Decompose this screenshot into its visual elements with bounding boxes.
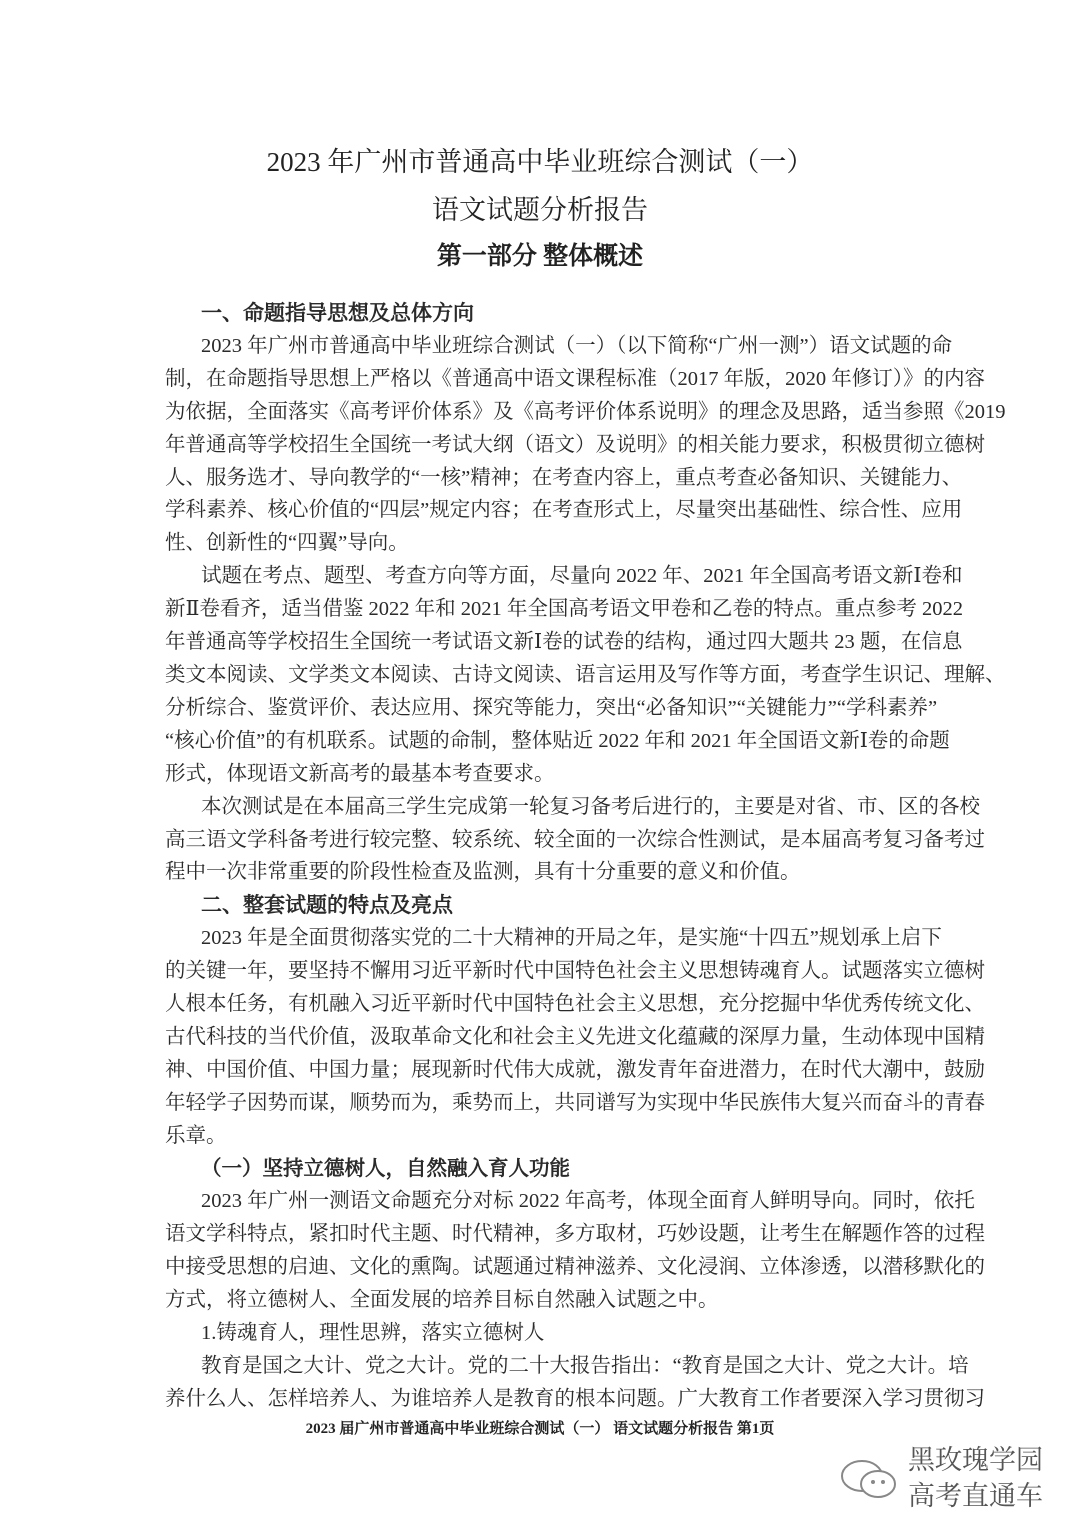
text-line: 高三语文学科备考进行较完整、较系统、较全面的一次综合性测试，是本届高考复习备考过	[165, 828, 985, 851]
text-line: 性、创新性的“四翼”导向。	[165, 532, 409, 555]
paragraph	[165, 330, 1006, 560]
text-line: 程中一次非常重要的阶段性检查及监测，具有十分重要的意义和价值。	[165, 861, 801, 884]
text-line: 本次测试是在本届高三学生完成第一轮复习备考后进行的，主要是对省、市、区的各校	[201, 795, 980, 818]
subsection-heading: （一）坚持立德树人，自然融入育人功能	[201, 1157, 570, 1180]
wechat-icon	[838, 1458, 900, 1502]
text-line: 教育是国之大计、党之大计。党的二十大报告指出：“教育是国之大计、党之大计。培	[201, 1355, 969, 1377]
text-line: 新Ⅱ卷看齐，适当借鉴 2022 年和 2021 年全国高考语文甲卷和乙卷的特点。重点参考 2022	[165, 598, 964, 621]
paragraph	[165, 1350, 985, 1416]
text-line: 年普通高等学校招生全国统一考试大纲（语文）及说明》的相关能力要求，积极贯彻立德树	[165, 433, 985, 456]
paragraph	[165, 922, 985, 1152]
text-line: 神、中国价值、中国力量；展现新时代伟大成就，激发青年奋进潜力，在时代大潮中，鼓励	[165, 1058, 985, 1081]
text-line: 乐章。	[165, 1124, 227, 1147]
text-line: 人、服务选才、导向教学的“一核”精神；在考查内容上，重点考查必备知识、关键能力、	[165, 466, 963, 489]
text-line: 分析综合、鉴赏评价、表达应用、探究等能力，突出“必备知识”“关键能力”“学科素养”	[165, 696, 938, 719]
text-line: “核心价值”的有机联系。试题的命制，整体贴近 2022 年和 2021 年全国语文新Ⅰ卷的命题	[165, 729, 950, 752]
section-heading: 一、命题指导思想及总体方向	[201, 301, 474, 325]
text-line: 形式，体现语文新高考的最基本考查要求。	[165, 762, 555, 785]
text-line: 2023 年广州市普通高中毕业班综合测试（一）（以下简称“广州一测”）语文试题的命	[201, 334, 953, 357]
text-line: 为依据，全面落实《高考评价体系》及《高考评价体系说明》的理念及思路，适当参照《2019	[165, 400, 1006, 423]
paragraph	[165, 791, 985, 890]
text-line: 语文学科特点，紧扣时代主题、时代精神，多方取材，巧妙设题，让考生在解题作答的过程	[165, 1223, 985, 1246]
text-line: 的关键一年，要坚持不懈用习近平新时代中国特色社会主义思想铸魂育人。试题落实立德树	[165, 960, 985, 983]
document-title: 2023 年广州市普通高中毕业班综合测试（一）	[266, 147, 814, 177]
document-body	[165, 297, 1006, 1416]
text-line: 类文本阅读、文学类文本阅读、古诗文阅读、语言运用及写作等方面，考查学生识记、理解、	[165, 663, 1006, 686]
text-line: 年普通高等学校招生全国统一考试语文新Ⅰ卷的试卷的结构，通过四大题共 23 题，在信息	[165, 631, 963, 654]
item-heading: 1.铸魂育人，理性思辨，落实立德树人	[201, 1322, 545, 1345]
paragraph	[165, 1185, 985, 1317]
text-line: 养什么人、怎样培养人、为谁培养人是教育的根本问题。广大教育工作者要深入学习贯彻习	[165, 1387, 985, 1410]
part-heading: 第一部分 整体概述	[436, 243, 644, 270]
text-line: 2023 年是全面贯彻落实党的二十大精神的开局之年，是实施“十四五”规划承上启下	[201, 927, 942, 950]
text-line: 中接受思想的启迪、文化的熏陶。试题通过精神滋养、文化浸润、立体渗透，以潜移默化的	[165, 1256, 985, 1279]
document-subtitle: 语文试题分析报告	[432, 195, 648, 225]
section-heading: 二、整套试题的特点及亮点	[201, 893, 453, 918]
paragraph	[165, 560, 1006, 790]
watermark	[838, 1444, 1078, 1520]
text-line: 古代科技的当代价值，汲取革命文化和社会主义先进文化蕴藏的深厚力量，生动体现中国精	[165, 1025, 985, 1048]
text-line: 学科素养、核心价值的“四层”规定内容；在考查形式上，尽量突出基础性、综合性、应用	[165, 499, 963, 522]
text-line: 制，在命题指导思想上严格以《普通高中语文课程标准（2017 年版，2020 年修订）》的内容	[165, 367, 985, 390]
text-line: 人根本任务，有机融入习近平新时代中国特色社会主义思想，充分挖掘中华优秀传统文化、	[165, 993, 985, 1016]
text-line: 试题在考点、题型、考查方向等方面，尽量向 2022 年、2021 年全国高考语文新Ⅰ卷和	[201, 565, 963, 588]
page-footer: 2023 届广州市普通高中毕业班综合测试（一） 语文试题分析报告 第1页	[305, 1421, 775, 1437]
text-line: 年轻学子因势而谋，顺势而为，乘势而上，共同谱写为实现中华民族伟大复兴而奋斗的青春	[165, 1091, 985, 1114]
text-line: 方式，将立德树人、全面发展的培养目标自然融入试题之中。	[165, 1289, 719, 1312]
watermark-text-a: 黑玫瑰学园	[908, 1445, 1043, 1475]
text-line: 2023 年广州一测语文命题充分对标 2022 年高考，体现全面育人鲜明导向。同时，依托	[201, 1190, 975, 1213]
watermark-text-b: 高考直通车	[908, 1481, 1043, 1511]
